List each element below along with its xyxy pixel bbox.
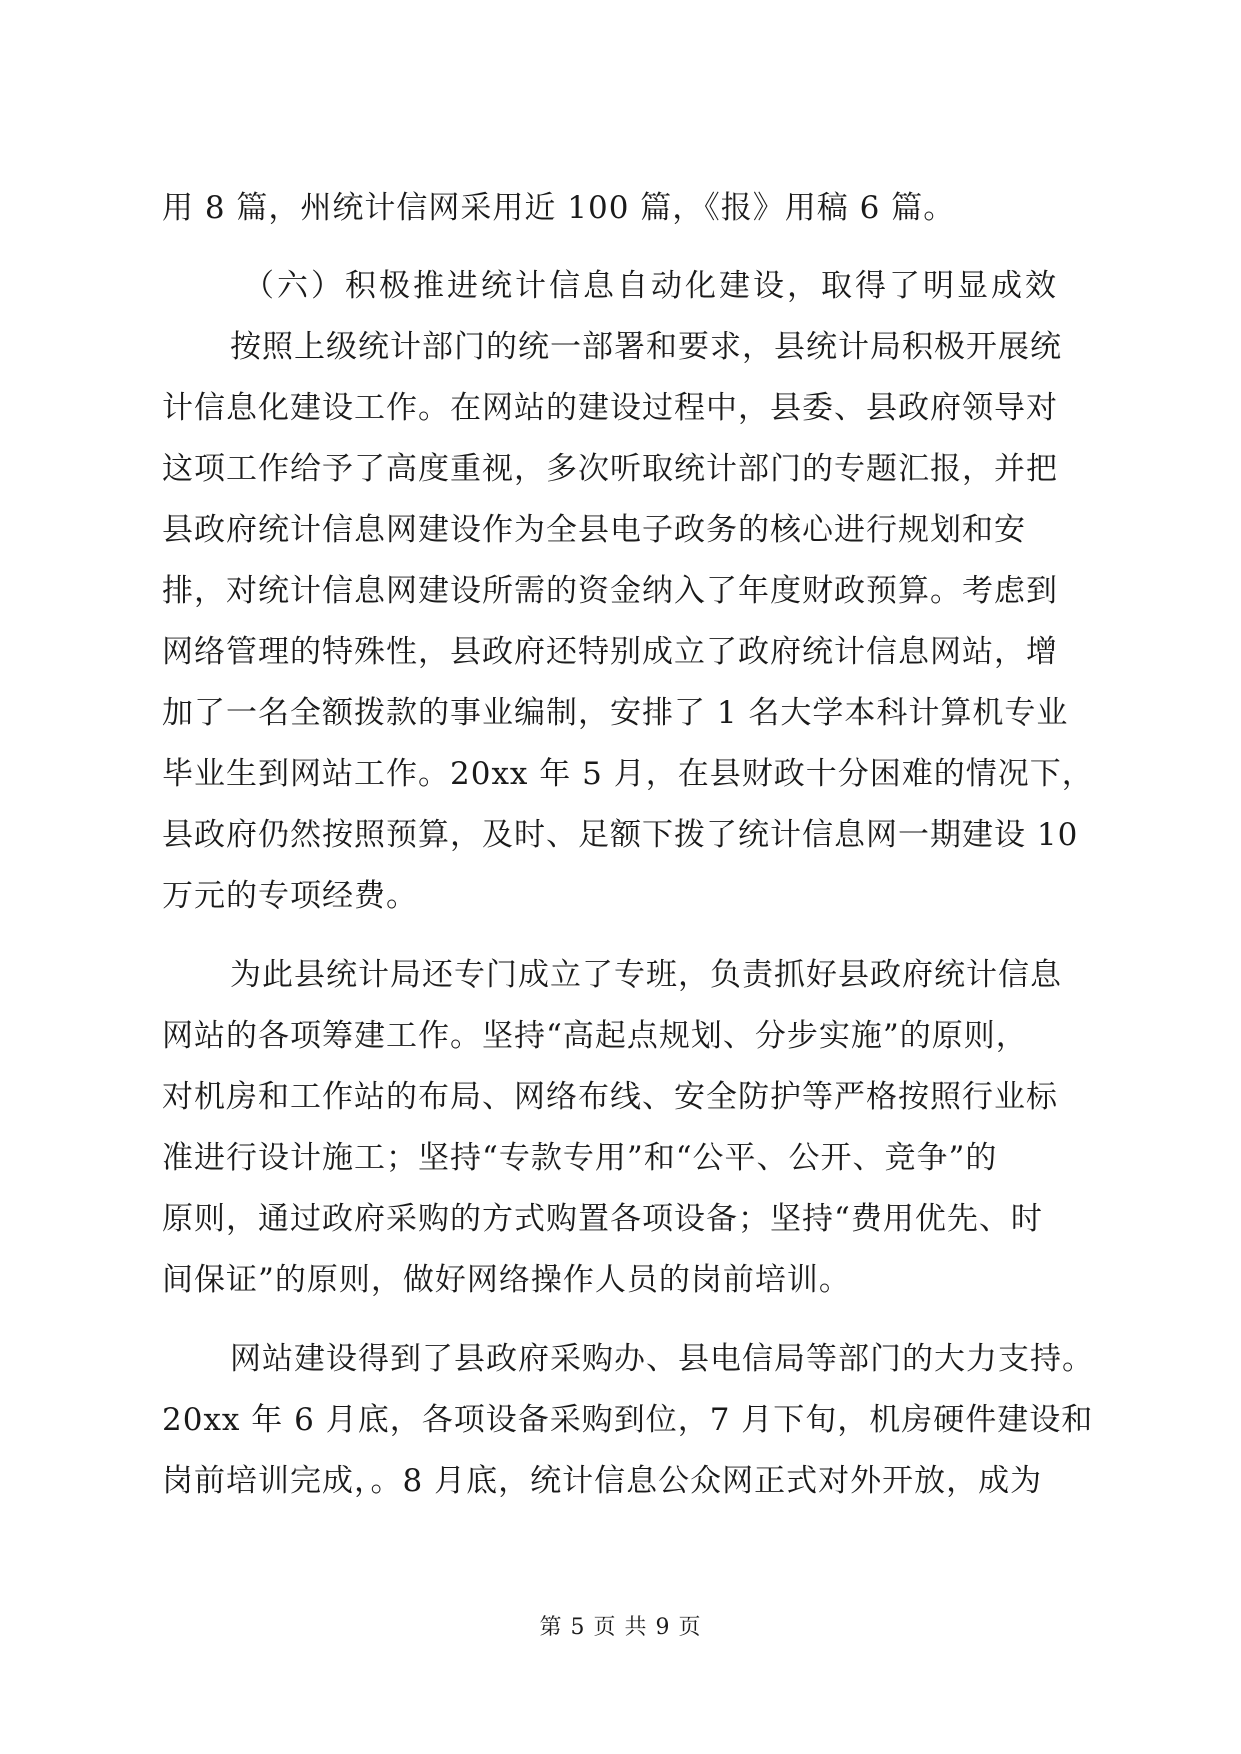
paragraph-line: 万元的专项经费。 [162, 878, 418, 914]
paragraph-line: 为此县统计局还专门成立了专班，负责抓好县政府统计信息 [230, 957, 1062, 993]
section-heading: （六）积极推进统计信息自动化建设，取得了明显成效 [243, 268, 1059, 304]
paragraph-line: 这项工作给予了高度重视，多次听取统计部门的专题汇报，并把 [162, 451, 1058, 487]
paragraph-line: 按照上级统计部门的统一部署和要求，县统计局积极开展统 [230, 329, 1062, 365]
page-number-footer: 第 5 页 共 9 页 [539, 1615, 702, 1640]
paragraph-line: 加了一名全额拨款的事业编制，安排了 1 名大学本科计算机专业 [162, 695, 1069, 731]
paragraph-line: 毕业生到网站工作。20xx 年 5 月，在县财政十分困难的情况下， [162, 756, 1094, 792]
paragraph-line: 准进行设计施工；坚持“专款专用”和“公平、公开、竞争”的 [162, 1140, 998, 1176]
paragraph-line: 网络管理的特殊性，县政府还特别成立了政府统计信息网站，增 [162, 634, 1058, 670]
paragraph-line: 20xx 年 6 月底，各项设备采购到位，7 月下旬，机房硬件建设和 [162, 1402, 1094, 1438]
paragraph-line: 排，对统计信息网建设所需的资金纳入了年度财政预算。考虑到 [162, 573, 1058, 609]
paragraph-line: 县政府统计信息网建设作为全县电子政务的核心进行规划和安 [162, 512, 1026, 548]
paragraph-line: 县政府仍然按照预算，及时、足额下拨了统计信息网一期建设 10 [162, 817, 1079, 853]
text-line: 用 8 篇，州统计信网采用近 100 篇，《报》用稿 6 篇。 [162, 190, 956, 226]
paragraph-line: 原则，通过政府采购的方式购置各项设备；坚持“费用优先、时 [162, 1201, 1043, 1237]
paragraph-line: 间保证”的原则，做好网络操作人员的岗前培训。 [162, 1262, 851, 1298]
paragraph-line: 网站的各项筹建工作。坚持“高起点规划、分步实施”的原则， [162, 1018, 1028, 1054]
paragraph-line: 网站建设得到了县政府采购办、县电信局等部门的大力支持。 [230, 1341, 1094, 1377]
paragraph-line: 岗前培训完成，。8 月底，统计信息公众网正式对外开放，成为 [162, 1463, 1043, 1499]
paragraph-line: 计信息化建设工作。在网站的建设过程中，县委、县政府领导对 [162, 390, 1058, 426]
paragraph-line: 对机房和工作站的布局、网络布线、安全防护等严格按照行业标 [162, 1079, 1058, 1115]
